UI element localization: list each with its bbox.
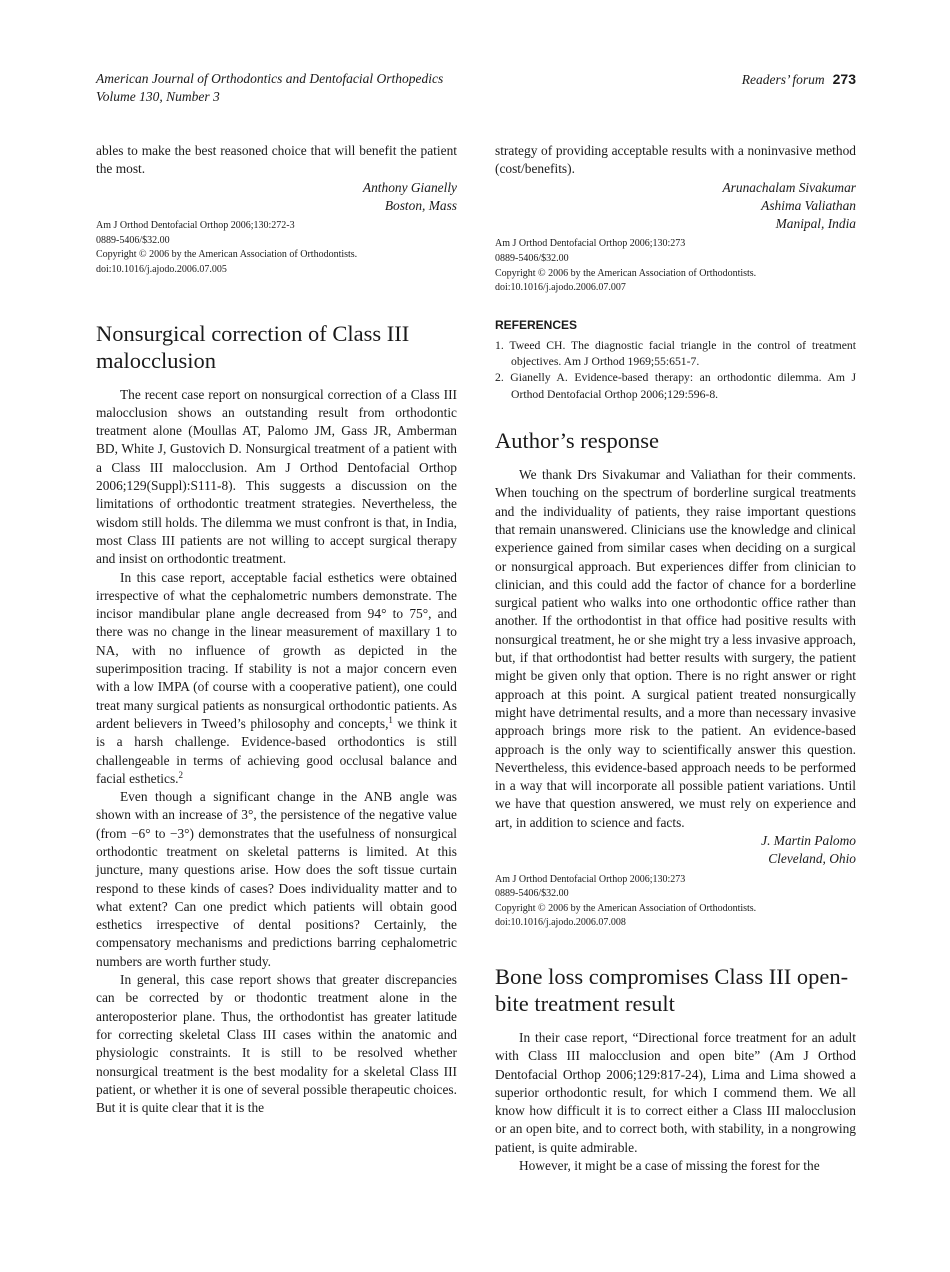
section-name: Readers’ forum <box>741 72 825 87</box>
reference-item: 1. Tweed CH. The diagnostic facial triangle in the control of treatment objectives. Am J Orthod 1969;55:651-7. <box>495 338 856 369</box>
paragraph: Even though a significant change in the ANB angle was shown with an increase of 3°, the persistence of the negative value (from −6° to −3°) demonstrates that the usefulness of nonsurgical orthodontic treatment on skeletal patterns is limited. At this juncture, many questions arise. How does the soft tissue curtain respond to these kinds of cases? Does individuality matter and to what extent? Can one predict which patients will obtain good esthetics irrespective of dental positions? Certainly, the compensatory mechanisms and predictions barring cephalometric numbers are worth further study. <box>96 789 457 969</box>
journal-volume: Volume 130, Number 3 <box>96 89 220 104</box>
running-header-right <box>742 70 856 89</box>
doi-line: doi:10.1016/j.ajodo.2006.07.007 <box>495 282 626 294</box>
paragraph <box>96 569 457 789</box>
reference-item: 2. Gianelly A. Evidence-based therapy: an orthodontic dilemma. Am J Orthod Dentofacial Orthop 2006;129:596-8. <box>495 371 856 401</box>
letter-metadata <box>495 873 856 931</box>
section-title: Author’s response <box>495 428 659 454</box>
journal-name: American Journal of Orthodontics and Dentofacial Orthopedics <box>96 71 444 86</box>
issn-line: 0889-5406/$32.00 <box>495 888 569 900</box>
article-title: Bone loss compromises Class III open-bite treatment result <box>495 963 849 1016</box>
right-column <box>495 142 856 1175</box>
signature-name: Ashima Valiathan <box>761 197 856 213</box>
paragraph: In general, this case report shows that greater discrepancies can be corrected by or thodontic treatment alone in the anteroposterior plane. Thus, the orthodontist has greater latitude for correcting skeletal Class III cases within the anatomic and physiologic constraints. It is still to be resolved whether nonsurgical treatment is the best modality for a skeletal Class III patient, or whether it is one of several possible therapeutic choices. But it is quite clear that it is the <box>96 972 457 1116</box>
page-number: 273 <box>832 71 856 87</box>
citation-ref: 2 <box>178 769 184 780</box>
paragraph: The recent case report on nonsurgical correction of a Class III malocclusion shows an outstanding result from orthodontic treatment alone (Moullas AT, Palomo JM, Gass JR, Amberman BD, White J, Gustovich D. Nonsurgical treatment of a patient with a Class III malocclusion. Am J Orthod Dentofacial Orthop 2006;129(Suppl):S111-8). This suggests a discussion on the limitations of orthodontic treatment strategies. Nevertheless, the wisdom still holds. The dilemma we must confront is that, in India, most Class III patients are not willing to accept surgical therapy and insist on orthodontic treatment. <box>96 386 457 567</box>
signature-place: Manipal, India <box>775 216 856 232</box>
signature-name: J. Martin Palomo <box>761 832 856 848</box>
citation-ref: 1 <box>388 714 393 725</box>
article-title: Nonsurgical correction of Class III malocclusion <box>96 320 410 373</box>
copyright-line: Copyright © 2006 by the American Association of Orthodontists. <box>495 267 757 279</box>
letter-metadata <box>495 237 856 295</box>
copyright-line: Copyright © 2006 by the American Association of Orthodontists. <box>96 249 358 261</box>
continued-text: strategy of providing acceptable results with a noninvasive method (cost/benefits). <box>495 143 856 177</box>
signature-place: Boston, Mass <box>384 197 457 213</box>
doi-line: doi:10.1016/j.ajodo.2006.07.008 <box>495 917 626 929</box>
issn-line: 0889-5406/$32.00 <box>495 253 569 265</box>
paragraph: In their case report, “Directional force treatment for an adult with Class III malocclusion and open bite” (Am J Orthod Dentofacial Orthop 2006;129:817-24), Lima and Lima showed a superior orthodontic result, for which I commend them. We all know how difficult it is to correct either a Class III malocclusion or an open bite, and to correct both, with stability, in a nongrowing patient, is quite admirable. <box>495 1029 856 1155</box>
signature-place: Cleveland, Ohio <box>768 851 856 867</box>
paragraph-text: we think it is a harsh challenge. Evidence-based orthodontics is still challengeable in terms of achieving good occlusal balance and facial esthetics. <box>96 715 457 786</box>
doi-line: doi:10.1016/j.ajodo.2006.07.005 <box>96 263 227 275</box>
paragraph: We thank Drs Sivakumar and Valiathan for their comments. When touching on the spectrum of borderline surgical treatments and the individuality of patients, they raise important questions that remain unanswered. Clinicians use the knowledge and clinical experience gained from similar cases when deciding on a surgical or nonsurgical approach. But experiences differ from clinician to clinician, and this could add the factor of chance for a borderline surgical patient who walks into one orthodontic office rather than another. If the orthodontist in that office had positive results with nonsurgical treatment, he or she might try a less invasive approach, but, if that orthodontist had better results with surgery, the patient might be given only that option. There is no right answer or right approach at this point. A surgical patient treated nonsurgically might have detrimental results, and a more than necessary invasive approach brings more risk to the patient. An evidence-based approach is the only way to scientifically answer this question. Nevertheless, this evidence-based approach needs to be performed in a way that will incorporate all possible patient variations. Until we have that question answered, we must rely on experience and art, in addition to science and facts. <box>495 467 856 830</box>
signature-name: Arunachalam Sivakumar <box>722 179 856 195</box>
letter-metadata <box>96 219 457 277</box>
citation-line: Am J Orthod Dentofacial Orthop 2006;130:272-3 <box>96 220 295 232</box>
paragraph: However, it might be a case of missing the forest for the <box>519 1158 820 1174</box>
running-header-left <box>96 70 596 106</box>
references-heading: REFERENCES <box>495 317 578 332</box>
citation-line: Am J Orthod Dentofacial Orthop 2006;130:273 <box>495 873 686 885</box>
continued-text: ables to make the best reasoned choice that will benefit the patient the most. <box>96 143 457 177</box>
references-list <box>495 338 856 403</box>
copyright-line: Copyright © 2006 by the American Association of Orthodontists. <box>495 902 757 914</box>
issn-line: 0889-5406/$32.00 <box>96 234 170 246</box>
signature-name: Anthony Gianelly <box>362 179 457 195</box>
left-column <box>96 142 457 1117</box>
paragraph-text: In this case report, acceptable facial esthetics were obtained irrespective of what the cephalometric numbers demonstrate. The incisor mandibular plane angle decreased from 94° to 75°, and there was no change in the linear measurement of maxillary 1 to NA, with no influence of growth as depicted in the superimposition tracing. If stability is not a major concern even with a low IMPA (of course with a cooperative patient), one could treat many surgical patients as nonsurgical orthodontic patients. As ardent believers in Tweed’s philosophy and concepts, <box>96 569 457 731</box>
citation-line: Am J Orthod Dentofacial Orthop 2006;130:273 <box>495 238 686 250</box>
